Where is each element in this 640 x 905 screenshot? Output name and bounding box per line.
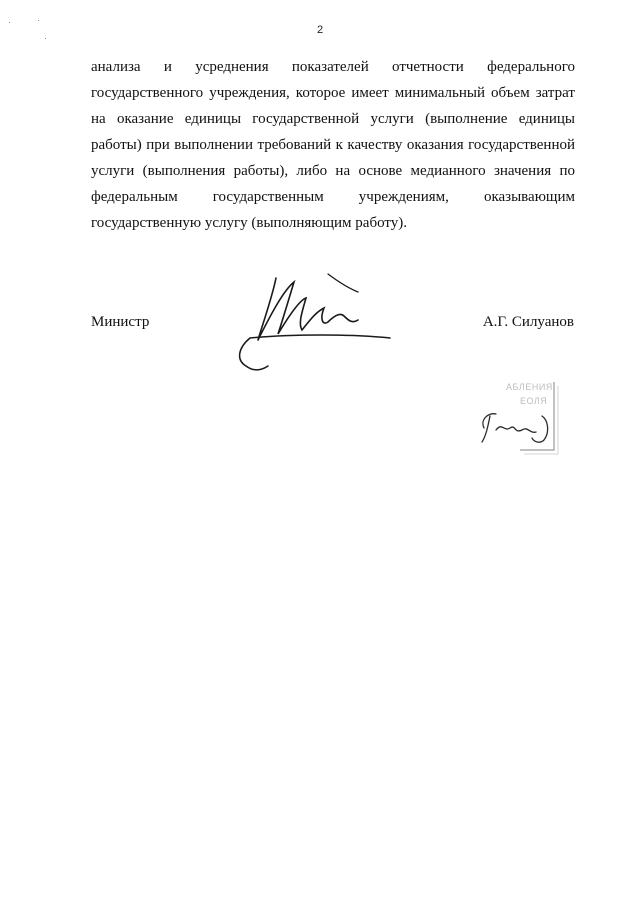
document-body bbox=[91, 54, 575, 236]
scan-artifact bbox=[45, 38, 46, 39]
signature-block bbox=[0, 300, 640, 380]
body-line: на оказание единицы государственной услуги (выполнение единицы bbox=[91, 111, 575, 127]
body-line: анализа и усреднения показателей отчетности федерального bbox=[91, 59, 575, 75]
body-line: работы) при выполнении требований к качеству оказания государственной bbox=[91, 137, 575, 153]
handwritten-signature bbox=[232, 268, 402, 378]
body-line: государственную услугу (выполняющим работу). bbox=[91, 215, 407, 231]
body-line: государственного учреждения, которое имеет минимальный объем затрат bbox=[91, 85, 575, 101]
signer-title: Министр bbox=[91, 314, 150, 330]
certification-stamp bbox=[470, 378, 562, 458]
stamp-text-line: ЕОЛЯ bbox=[520, 396, 548, 406]
scan-artifact bbox=[38, 20, 39, 21]
stamp-text-line: АБЛЕНИЯ bbox=[506, 382, 553, 392]
scan-artifact bbox=[9, 22, 10, 23]
page-number: 2 bbox=[316, 24, 324, 36]
signer-name: А.Г. Силуанов bbox=[482, 314, 574, 330]
body-line: услуги (выполнения работы), либо на основе медианного значения по bbox=[91, 163, 575, 179]
body-line: федеральным государственным учреждениям, оказывающим bbox=[91, 189, 575, 205]
